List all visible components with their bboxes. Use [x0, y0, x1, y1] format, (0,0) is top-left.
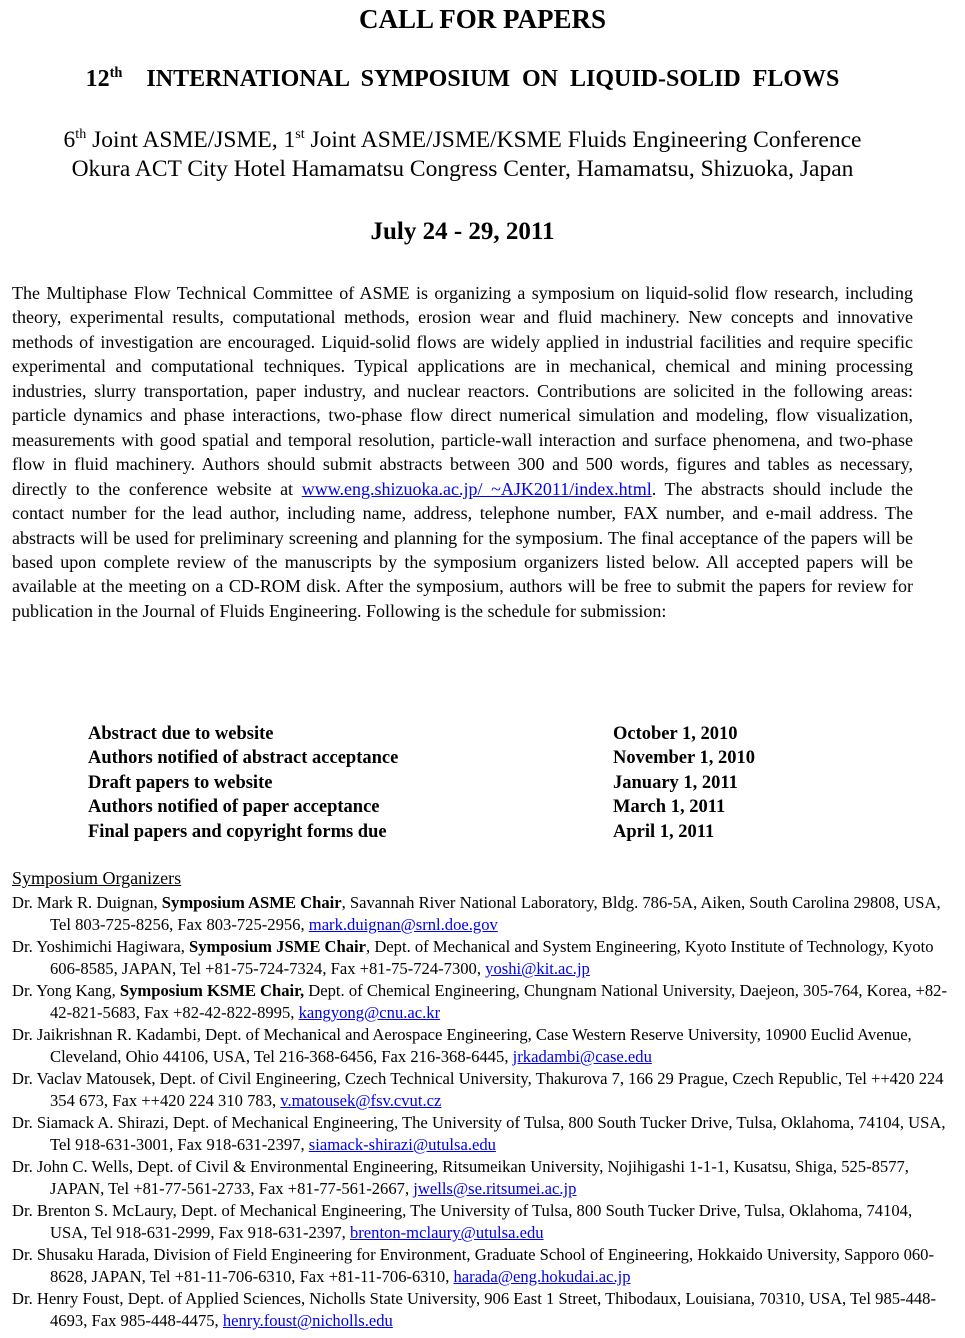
- conf-ordinal-b: st: [295, 126, 305, 143]
- symposium-number: 12: [85, 66, 110, 92]
- schedule-date: October 1, 2010: [613, 724, 738, 744]
- organizer-name: Dr. Siamack A. Shirazi,: [12, 1113, 173, 1132]
- organizer-entry: [12, 1200, 952, 1244]
- organizers-list: [12, 892, 952, 1332]
- schedule-row: [88, 722, 848, 746]
- schedule-row: [88, 820, 848, 844]
- symposium-ordinal: th: [109, 65, 123, 81]
- schedule-row: [88, 795, 848, 819]
- organizer-email-link[interactable]: jrkadambi@case.edu: [512, 1047, 652, 1066]
- organizer-email-link[interactable]: siamack-shirazi@utulsa.edu: [308, 1135, 496, 1154]
- event-dates: July 24 - 29, 2011: [370, 218, 555, 245]
- organizer-role: Symposium KSME Chair,: [119, 981, 305, 1000]
- schedule-item: Authors notified of paper acceptance: [88, 797, 380, 818]
- conference-venue: Okura ACT City Hotel Hamamatsu Congress Center, Hamamatsu, Shizuoka, Japan: [71, 156, 854, 182]
- conf-number-a: 6: [63, 127, 76, 153]
- organizer-name: Dr. Shusaku Harada,: [12, 1245, 154, 1264]
- organizer-details: Dept. of Mechanical Engineering, The University of Tulsa, 800 South Tucker Drive, Tulsa, Oklahoma, 74104, USA, Tel 918-631-3001, Fax 918-631-2397,: [50, 1113, 946, 1154]
- schedule-date: January 1, 2011: [613, 772, 738, 793]
- schedule-date: April 1, 2011: [613, 821, 715, 842]
- organizer-details: Division of Field Engineering for Environment, Graduate School of Engineering, Hokkaido University, Sapporo 060-8628, JAPAN, Tel +81-11-706-6310, Fax +81-11-706-6310,: [50, 1245, 935, 1286]
- schedule-item: Draft papers to website: [88, 772, 273, 793]
- organizer-name: Dr. Yoshimichi Hagiwara,: [12, 937, 189, 956]
- intro-paragraph: [12, 281, 913, 623]
- organizer-entry: [12, 936, 952, 980]
- organizer-details: , Dept. of Mechanical and System Engineering, Kyoto Institute of Technology, Kyoto 606-8585, JAPAN, Tel +81-75-724-7324, Fax +81-75-724-7300,: [50, 937, 934, 978]
- organizer-entry: [12, 892, 952, 936]
- schedule-row: [88, 746, 848, 770]
- organizer-email-link[interactable]: kangyong@cnu.ac.kr: [298, 1003, 441, 1022]
- organizer-name: Dr. Brenton S. McLaury,: [12, 1201, 181, 1220]
- organizer-entry: [12, 1112, 952, 1156]
- conf-text-b: Joint ASME/JSME, 1: [86, 127, 296, 153]
- organizer-details: Dept. of Civil & Environmental Engineering, Ritsumeikan University, Nojihigashi 1-1-1, Kusatsu, Shiga, 525-8577, JAPAN, Tel +81-77-561-2733, Fax +81-77-561-2667,: [50, 1157, 909, 1198]
- organizer-name: Dr. Vaclav Matousek,: [12, 1069, 160, 1088]
- page-title: CALL FOR PAPERS: [358, 4, 607, 34]
- organizer-entry: [12, 1024, 952, 1068]
- organizer-email-link[interactable]: jwells@se.ritsumei.ac.jp: [413, 1179, 577, 1198]
- symposium-title: [0, 66, 925, 93]
- conf-text-c: Joint ASME/JSME/KSME Fluids Engineering Conference: [304, 127, 862, 153]
- organizer-name: Dr. Henry Foust,: [12, 1289, 128, 1308]
- schedule-item: Final papers and copyright forms due: [88, 821, 387, 842]
- organizer-entry: [12, 1068, 952, 1112]
- organizer-entry: [12, 1244, 952, 1288]
- organizer-details: , Savannah River National Laboratory, Bldg. 786-5A, Aiken, South Carolina 29808, USA, Tel 803-725-8256, Fax 803-725-2956,: [50, 893, 941, 934]
- organizer-email-link[interactable]: henry.foust@nicholls.edu: [222, 1311, 393, 1330]
- schedule-date: March 1, 2011: [613, 797, 726, 818]
- schedule-item: Authors notified of abstract acceptance: [88, 748, 399, 769]
- organizer-email-link[interactable]: yoshi@kit.ac.jp: [485, 959, 590, 978]
- organizer-name: Dr. Yong Kang,: [12, 981, 120, 1000]
- organizer-entry: [12, 1156, 952, 1200]
- organizer-details: Dept. of Civil Engineering, Czech Technical University, Thakurova 7, 166 29 Prague, Czech Republic, Tel ++420 224 354 673, Fax ++420 224 310 783,: [50, 1069, 944, 1110]
- schedule-item: Abstract due to website: [88, 724, 274, 744]
- organizer-role: Symposium ASME Chair: [161, 893, 342, 912]
- conference-website-link[interactable]: www.eng.shizuoka.ac.jp/ ~AJK2011/index.html: [301, 478, 652, 499]
- organizer-name: Dr. Mark R. Duignan,: [12, 893, 162, 912]
- conference-info: [0, 126, 925, 184]
- organizer-email-link[interactable]: mark.duignan@srnl.doe.gov: [308, 915, 498, 934]
- schedule-date: November 1, 2010: [613, 748, 755, 769]
- organizer-name: Dr. John C. Wells,: [12, 1157, 138, 1176]
- organizer-email-link[interactable]: brenton-mclaury@utulsa.edu: [349, 1223, 544, 1242]
- organizer-details: Dept. of Mechanical Engineering, The University of Tulsa, 800 South Tucker Drive, Tulsa, Oklahoma, 74104, USA, Tel 918-631-2999, Fax 918-631-2397,: [50, 1201, 913, 1242]
- organizers-heading: Symposium Organizers: [12, 868, 182, 888]
- symposium-name: INTERNATIONAL SYMPOSIUM ON LIQUID-SOLID FLOWS: [146, 66, 840, 92]
- organizer-role: Symposium JSME Chair: [189, 937, 367, 956]
- organizer-entry: [12, 1288, 952, 1332]
- organizer-details: Dept. of Applied Sciences, Nicholls State University, 906 East 1 Street, Thibodaux, Louisiana, 70310, USA, Tel 985-448-4693, Fax 985-448-4475,: [50, 1289, 936, 1330]
- paragraph-text-1: The Multiphase Flow Technical Committee of ASME is organizing a symposium on liquid-solid flow research, including theory, experimental results, computational methods, erosion wear and fluid machinery. New concepts and innovative methods of investigation are encouraged. Liquid-solid flows are widely applied in industrial facilities and require specific experimental and computational techniques. Typical applications are in mechanical, chemical and mining processing industries, slurry transportation, paper industry, and nuclear reactors. Contributions are solicited in the following areas: particle dynamics and phase interactions, two-phase flow direct numerical simulation and modeling, flow visualization, measurements with good spatial and temporal resolution, particle-wall interaction and surface phenomena, and two-phase flow in fluid machinery. Authors should submit abstracts between 300 and 500 words, figures and tables as necessary, directly to the conference website at: [12, 283, 913, 499]
- organizer-email-link[interactable]: v.matousek@fsv.cvut.cz: [280, 1091, 442, 1110]
- organizer-name: Dr. Jaikrishnan R. Kadambi,: [12, 1025, 206, 1044]
- organizer-entry: [12, 980, 952, 1024]
- schedule-row: [88, 771, 848, 795]
- conference-line-1: [0, 126, 925, 155]
- paragraph-text-2: . The abstracts should include the contact number for the lead author, including name, address, telephone number, FAX number, and e-mail address. The abstracts will be used for preliminary screening and planning for the symposium. The final acceptance of the papers will be based upon complete review of the manuscripts by the symposium organizers listed below. All accepted papers will be available at the meeting on a CD-ROM disk. After the symposium, authors will be free to submit the papers for review for publication in the Journal of Fluids Engineering. Following is the schedule for submission:: [12, 478, 913, 621]
- organizer-email-link[interactable]: harada@eng.hokudai.ac.jp: [453, 1267, 631, 1286]
- organizer-details: Dept. of Chemical Engineering, Chungnam National University, Daejeon, 305-764, Korea, +82-42-821-5683, Fax +82-42-822-8995,: [50, 981, 947, 1022]
- conf-ordinal-a: th: [75, 126, 87, 143]
- organizer-details: Dept. of Mechanical and Aerospace Engineering, Case Western Reserve University, 10900 Euclid Avenue, Cleveland, Ohio 44106, USA, Tel 216-368-6456, Fax 216-368-6445,: [50, 1025, 912, 1066]
- submission-schedule: [88, 722, 848, 844]
